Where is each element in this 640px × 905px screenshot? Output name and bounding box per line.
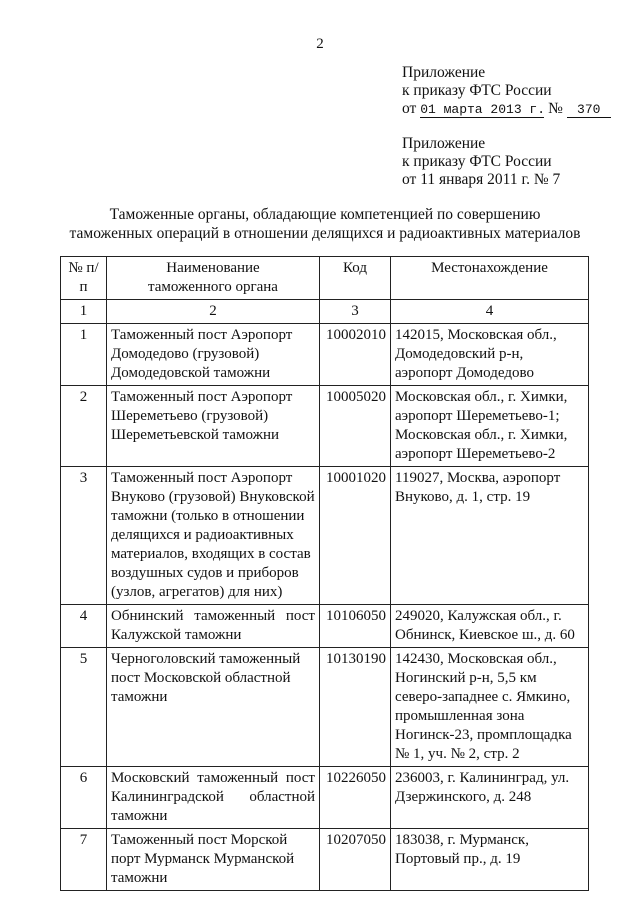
appendix-order-ref: к приказу ФТС России (402, 153, 552, 170)
index-cell: 2 (107, 300, 320, 324)
table-index-row (61, 300, 589, 324)
office-code: 10005020 (320, 386, 391, 467)
office-code: 10001020 (320, 467, 391, 605)
header-code: Код (320, 257, 391, 300)
office-name: Таможенный пост Аэропорт Шереметьево (грузовой) Шереметьевской таможни (107, 386, 320, 467)
office-location: 142430, Московская обл., Ногинский р-н, 5,5 км северо-западнее с. Ямкино, промышленная зона Ногинск-23, промплощадка № 1, уч. № 2, стр. 2 (391, 648, 589, 767)
office-name: Черноголовский таможенный пост Московской областной таможни (107, 648, 320, 767)
appendix-current-order (402, 64, 611, 118)
customs-offices-table (60, 256, 589, 891)
office-code: 10106050 (320, 605, 391, 648)
office-name: Обнинский таможенный пост Калужской таможни (107, 605, 320, 648)
table-header-row (61, 257, 589, 300)
row-num: 3 (61, 467, 107, 605)
office-location: 183038, г. Мурманск, Портовый пр., д. 19 (391, 829, 589, 891)
appendix-date-line: от 11 января 2011 г. № 7 (402, 171, 561, 188)
office-code: 10226050 (320, 767, 391, 829)
header-name: Наименование таможенного органа (107, 257, 320, 300)
row-num: 7 (61, 829, 107, 891)
title-line: Таможенные органы, обладающие компетенцией по совершению (109, 206, 541, 223)
row-num: 1 (61, 324, 107, 386)
table-row (61, 324, 589, 386)
title-line: таможенных операций в отношении делящихся и радиоактивных материалов (69, 225, 581, 242)
office-code: 10130190 (320, 648, 391, 767)
header-num: № п/п (61, 257, 107, 300)
office-location: 236003, г. Калининград, ул. Дзержинского, д. 248 (391, 767, 589, 829)
row-num: 4 (61, 605, 107, 648)
office-location: Московская обл., г. Химки, аэропорт Шереметьево-1; Московская обл., г. Химки, аэропорт Шереметьево-2 (391, 386, 589, 467)
office-name: Московский таможенный пост Калининградской областной таможни (107, 767, 320, 829)
office-location: 249020, Калужская обл., г. Обнинск, Киевское ш., д. 60 (391, 605, 589, 648)
row-num: 5 (61, 648, 107, 767)
appendix-heading: Приложение (402, 64, 486, 81)
table-row (61, 767, 589, 829)
appendix-order-ref: к приказу ФТС России (402, 82, 552, 99)
row-num: 6 (61, 767, 107, 829)
table-row (61, 467, 589, 605)
date-prefix: от (402, 100, 417, 117)
document-title (60, 205, 590, 243)
header-location: Местонахождение (391, 257, 589, 300)
index-cell: 3 (320, 300, 391, 324)
page-number: 2 (316, 36, 324, 52)
office-name: Таможенный пост Аэропорт Внуково (грузовой) Внуковской таможни (только в отношении делящихся и радиоактивных материалов, входящих в состав воздушных судов и приборов (узлов, агрегатов) для них) (107, 467, 320, 605)
index-cell: 4 (391, 300, 589, 324)
order-number: 370 (567, 103, 611, 118)
number-sign: № (548, 100, 563, 117)
order-date: 01 марта 2013 г. (420, 102, 546, 117)
table-row (61, 648, 589, 767)
appendix-heading: Приложение (402, 135, 486, 152)
table-row (61, 386, 589, 467)
office-location: 142015, Московская обл., Домодедовский р-н, аэропорт Домодедово (391, 324, 589, 386)
office-code: 10207050 (320, 829, 391, 891)
office-code: 10002010 (320, 324, 391, 386)
office-name: Таможенный пост Морской порт Мурманск Мурманской таможни (107, 829, 320, 891)
office-location: 119027, Москва, аэропорт Внуково, д. 1, стр. 19 (391, 467, 589, 605)
office-name: Таможенный пост Аэропорт Домодедово (грузовой) Домодедовской таможни (107, 324, 320, 386)
table-row (61, 605, 589, 648)
appendix-original-order (402, 135, 560, 189)
table-row (61, 829, 589, 891)
index-cell: 1 (61, 300, 107, 324)
appendix-date-line (402, 100, 611, 118)
row-num: 2 (61, 386, 107, 467)
